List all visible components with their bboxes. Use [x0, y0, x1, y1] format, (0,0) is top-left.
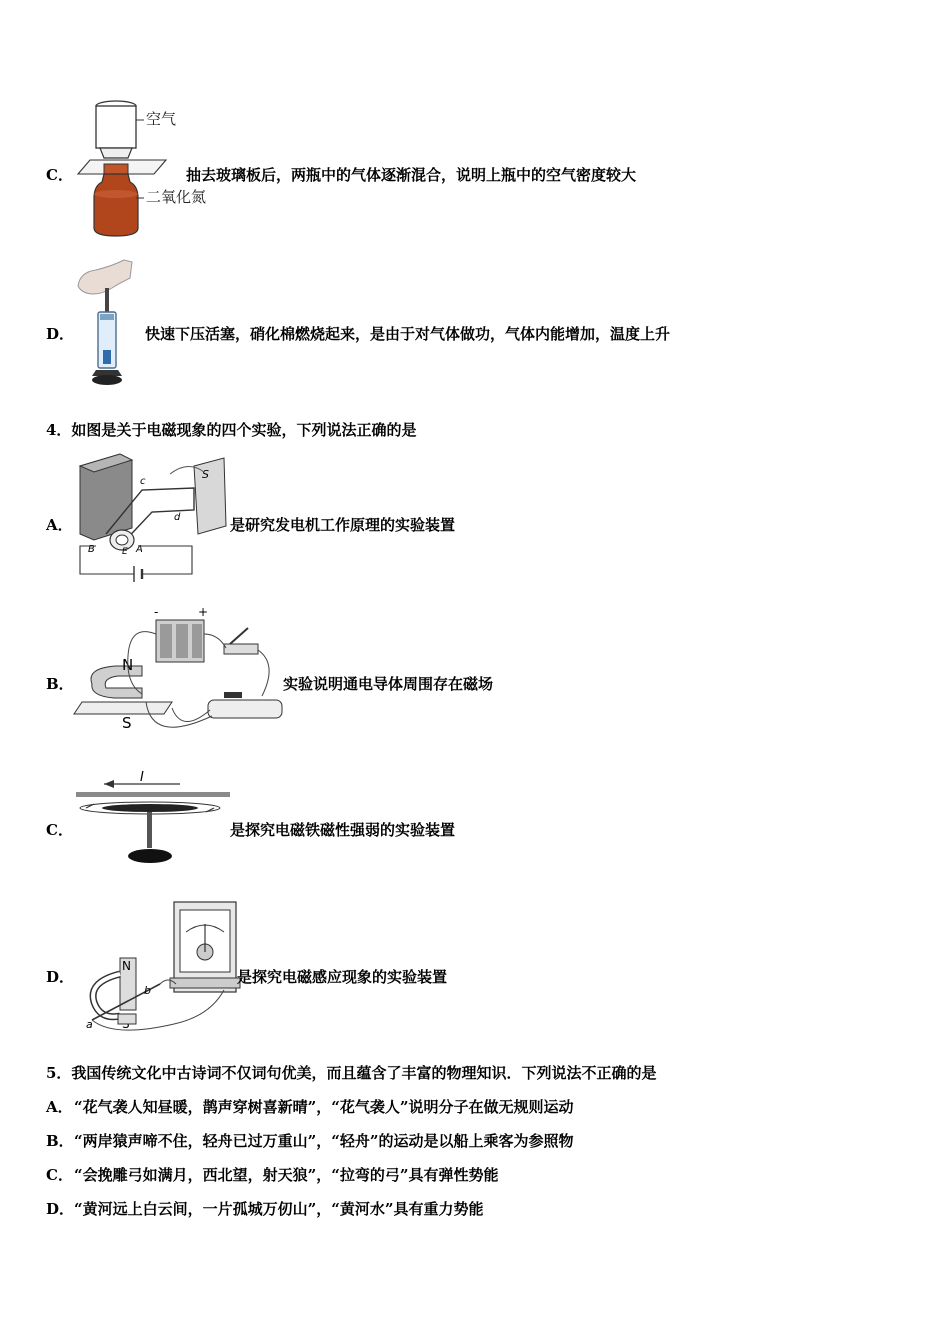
fig-d-label-a: a	[86, 1018, 93, 1031]
q4-option-b-letter: B．	[46, 675, 74, 693]
q4-option-c-text: 是探究电磁铁磁性强弱的实验装置	[230, 821, 456, 839]
current-magnetic-field-figure	[76, 770, 230, 870]
q5-option-c-letter: C．	[46, 1166, 73, 1184]
q3-option-c-text: 抽去玻璃板后，两瓶中的气体逐渐混合，说明上瓶中的空气密度较大	[186, 166, 637, 184]
q4-option-c-letter: C．	[46, 821, 73, 839]
q3-option-c-letter: C．	[46, 166, 73, 184]
q3-option-d-text: 快速下压活塞，硝化棉燃烧起来，是由于对气体做功，气体内能增加，温度上升	[145, 325, 671, 343]
fig-d-label-n: N	[122, 959, 131, 973]
q4-option-b-text: 实验说明通电导体周围存在磁场	[283, 675, 494, 693]
q5-option-b-text: “两岸猿声啼不住，轻舟已过万重山”，“轻舟”的运动是以船上乘客为参照物	[74, 1132, 574, 1150]
fig-d-label-b: b	[144, 984, 151, 997]
fig-a-label-b: B	[88, 544, 95, 555]
current-label-i: I	[140, 770, 144, 785]
q5-option-a-letter: A．	[46, 1098, 73, 1116]
magnet-s-label: S	[122, 714, 132, 732]
q4-option-a-text: 是研究发电机工作原理的实验装置	[230, 516, 456, 534]
q5-option-a-text: “花气袭人知昼暖，鹊声穿树喜新晴”，“花气袭人”说明分子在做无规则运动	[74, 1098, 574, 1116]
battery-plus-label: +	[198, 605, 209, 619]
fig-a-label-s: S	[202, 468, 209, 481]
question-4-stem: 4．如图是关于电磁现象的四个实验，下列说法正确的是	[46, 421, 417, 439]
electromagnetic-induction-figure	[84, 898, 238, 1036]
oersted-experiment-figure	[72, 604, 284, 744]
battery-minus-label: -	[154, 605, 159, 619]
no2-label: 二氧化氮	[146, 188, 207, 206]
magnet-n-label: N	[122, 656, 134, 674]
fig-a-label-c: c	[140, 476, 146, 487]
q5-option-d-text: “黄河远上白云间，一片孤城万仞山”，“黄河水”具有重力势能	[74, 1200, 484, 1218]
q4-option-a-letter: A．	[46, 516, 73, 534]
q3-option-d-letter: D．	[46, 325, 75, 343]
air-label: 空气	[146, 110, 177, 128]
q5-option-b-letter: B．	[46, 1132, 74, 1150]
question-5-stem: 5．我国传统文化中古诗词不仅词句优美，而且蕴含了丰富的物理知识．下列说法不正确的是	[46, 1064, 657, 1082]
gas-diffusion-figure	[70, 98, 207, 238]
fig-a-label-e: E	[122, 547, 128, 557]
piston-compression-figure	[72, 258, 140, 393]
fig-a-label-a: A	[136, 544, 143, 555]
generator-principle-figure	[76, 450, 230, 584]
fig-a-label-d: d	[174, 512, 181, 523]
q4-option-d-text: 是探究电磁感应现象的实验装置	[237, 968, 448, 986]
q5-option-d-letter: D．	[46, 1200, 75, 1218]
q5-option-c-text: “会挽雕弓如满月，西北望，射天狼”，“拉弯的弓”具有弹性势能	[74, 1166, 499, 1184]
q4-option-d-letter: D．	[46, 968, 75, 986]
